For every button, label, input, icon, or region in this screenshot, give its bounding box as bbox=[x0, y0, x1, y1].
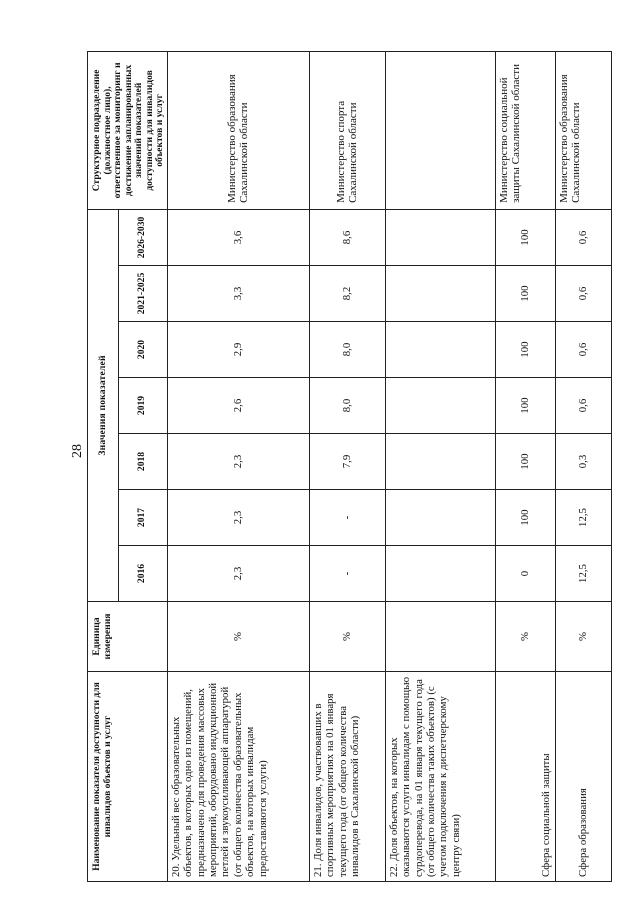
row-value: - bbox=[309, 546, 385, 602]
row-value bbox=[385, 266, 495, 322]
row-name: Сфера образования bbox=[555, 672, 611, 882]
row-value: 100 bbox=[495, 209, 555, 265]
row-value bbox=[385, 434, 495, 490]
header-unit: Единица измерения bbox=[88, 602, 168, 672]
row-value: 8,0 bbox=[309, 322, 385, 378]
row-value: 3,3 bbox=[167, 266, 309, 322]
row-responsible: Министерство спорта Сахалинской области bbox=[309, 51, 385, 209]
table-row bbox=[495, 51, 555, 881]
table-row bbox=[167, 51, 309, 881]
row-value: 8,2 bbox=[309, 266, 385, 322]
row-value: 2,3 bbox=[167, 490, 309, 546]
row-name: Сфера социальной защиты bbox=[495, 672, 555, 882]
row-unit: % bbox=[495, 602, 555, 672]
table-row bbox=[385, 51, 495, 881]
row-value: 0,6 bbox=[555, 322, 611, 378]
row-responsible bbox=[385, 51, 495, 209]
row-value: 0,6 bbox=[555, 378, 611, 434]
row-value bbox=[385, 322, 495, 378]
table-row bbox=[555, 51, 611, 881]
row-responsible: Министерство образования Сахалинской области bbox=[555, 51, 611, 209]
row-value: 100 bbox=[495, 434, 555, 490]
row-value bbox=[385, 209, 495, 265]
header-year: 2021-2025 bbox=[118, 266, 167, 322]
row-value bbox=[385, 490, 495, 546]
row-value: 100 bbox=[495, 266, 555, 322]
header-year: 2016 bbox=[118, 546, 167, 602]
indicator-table bbox=[87, 51, 612, 882]
row-value: 100 bbox=[495, 322, 555, 378]
row-value: 2,9 bbox=[167, 322, 309, 378]
header-year: 2026-2030 bbox=[118, 209, 167, 265]
indicator-table-container bbox=[87, 52, 609, 882]
header-name: Наименование показателя доступности для инвалидов объектов и услуг bbox=[88, 672, 168, 882]
row-value: 100 bbox=[495, 378, 555, 434]
row-responsible: Министерство образования Сахалинской области bbox=[167, 51, 309, 209]
row-name: 22. Доля объектов, на которых оказываются услуги инвалидам с помощью сурдоперевода, на 01 января текущего года (от общего количества таких объектов) (с учетом подключения к диспетчерскому центру связи) bbox=[385, 672, 495, 882]
row-value: 7,9 bbox=[309, 434, 385, 490]
header-year: 2018 bbox=[118, 434, 167, 490]
row-unit bbox=[385, 602, 495, 672]
row-value: 0,6 bbox=[555, 209, 611, 265]
row-unit: % bbox=[167, 602, 309, 672]
header-year: 2017 bbox=[118, 490, 167, 546]
row-unit: % bbox=[309, 602, 385, 672]
row-value: 8,6 bbox=[309, 209, 385, 265]
row-name: 20. Удельный вес образовательных объектов, в которых одно из помещений, предназначено для проведения массовых мероприятий, оборудовано индукционной петлей и звукоусиливающей аппаратурой (от общего количества образовательных объектов, на которых инвалидам предоставляются услуги) bbox=[167, 672, 309, 882]
header-responsible: Структурное подразделение (должностное лицо), ответственное за мониторинг и достижение запланированных значений показателей доступности для инвалидов объектов и услуг bbox=[88, 51, 168, 209]
row-value: 12,5 bbox=[555, 490, 611, 546]
row-value: 2,3 bbox=[167, 434, 309, 490]
header-year: 2020 bbox=[118, 322, 167, 378]
row-value: 12,5 bbox=[555, 546, 611, 602]
row-value bbox=[385, 546, 495, 602]
table-row bbox=[309, 51, 385, 881]
header-values: Значения показателей bbox=[88, 209, 119, 601]
row-value: 0,3 bbox=[555, 434, 611, 490]
row-value: 0,6 bbox=[555, 266, 611, 322]
row-value: 0 bbox=[495, 546, 555, 602]
header-year: 2019 bbox=[118, 378, 167, 434]
row-value: 8,0 bbox=[309, 378, 385, 434]
row-value: 2,3 bbox=[167, 546, 309, 602]
row-value: 3,6 bbox=[167, 209, 309, 265]
row-value bbox=[385, 378, 495, 434]
page-number: 28 bbox=[70, 444, 85, 458]
row-name: 21. Доля инвалидов, участвовавших в спортивных мероприятиях на 01 января текущего года (от общего количества инвалидов в Сахалинской области) bbox=[309, 672, 385, 882]
row-responsible: Министерство социальной защиты Сахалинской области bbox=[495, 51, 555, 209]
row-value: - bbox=[309, 490, 385, 546]
row-value: 2,6 bbox=[167, 378, 309, 434]
row-unit: % bbox=[555, 602, 611, 672]
row-value: 100 bbox=[495, 490, 555, 546]
